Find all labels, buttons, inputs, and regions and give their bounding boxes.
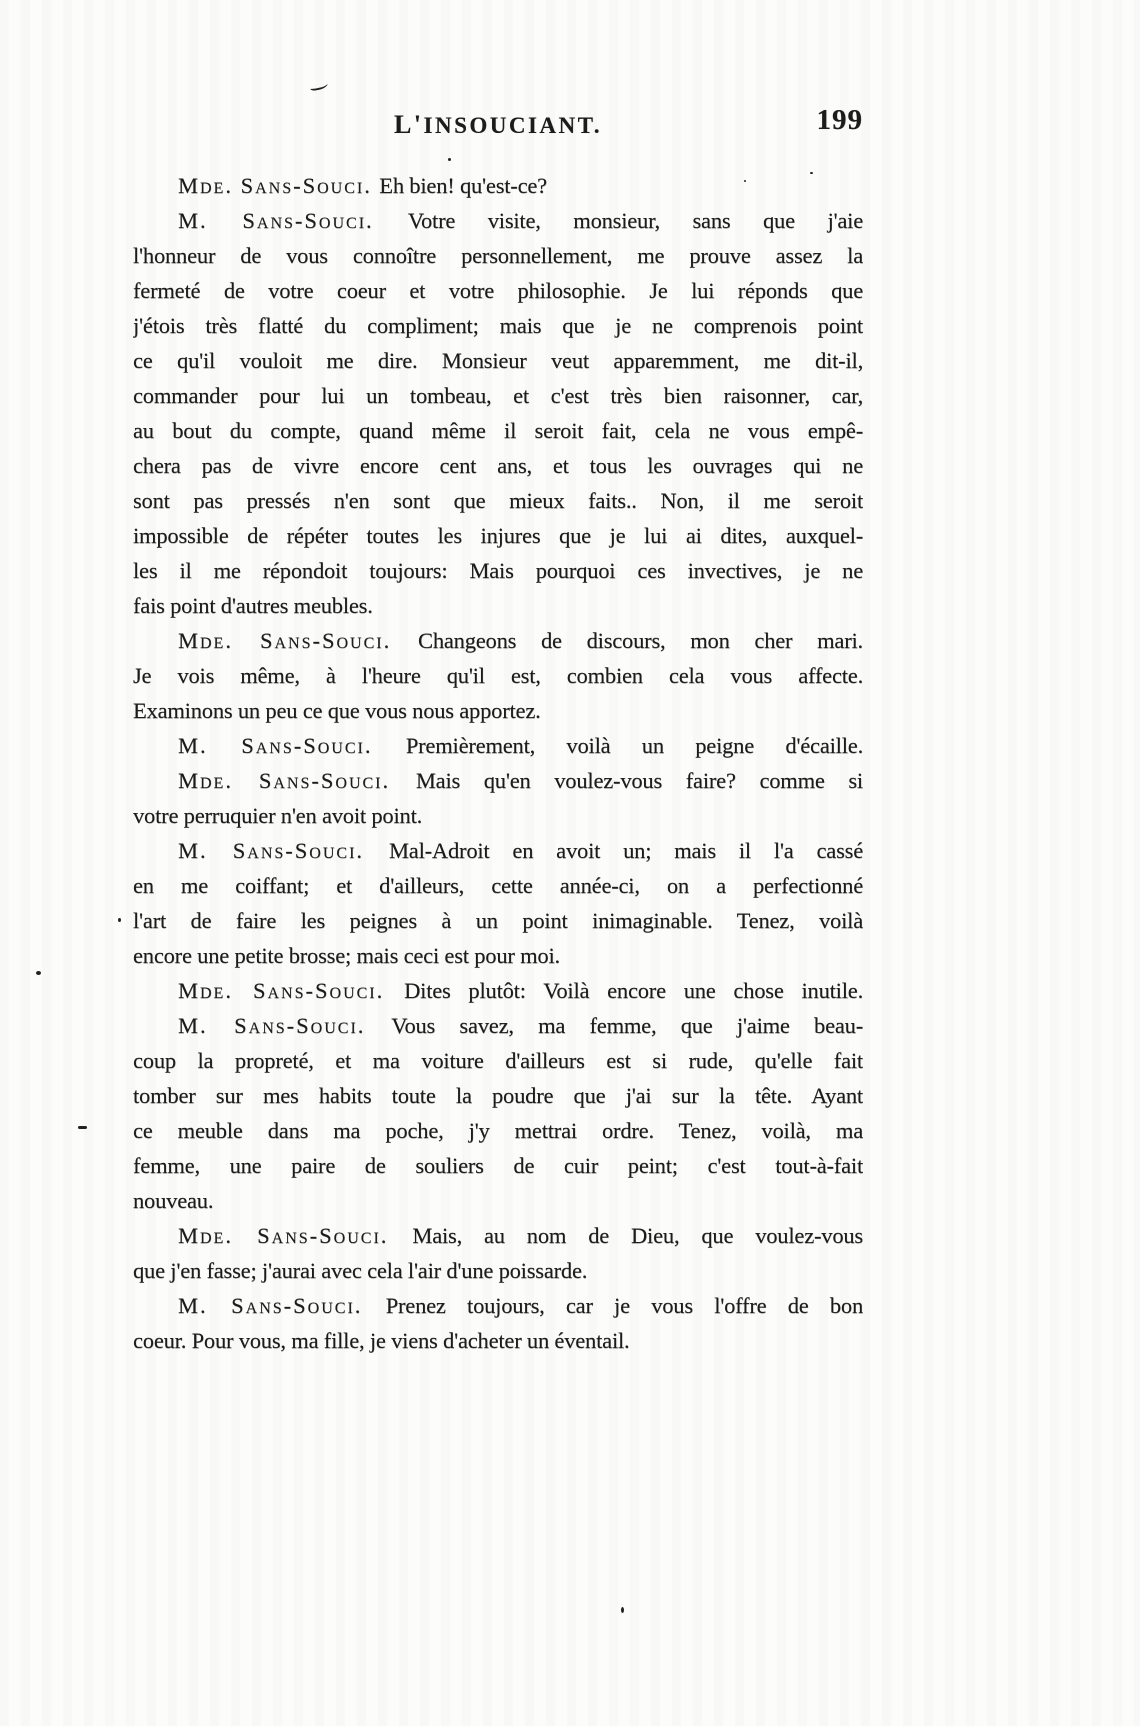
dialogue-line: M. Sans-Souci. Premièrement, voilà un peigne d'écaille. — [178, 733, 863, 758]
dialogue-line: j'étois très flatté du compliment; mais que je ne comprenois point — [133, 313, 863, 338]
dialogue-line: en me coiffant; et d'ailleurs, cette année-ci, on a perfectionné — [133, 873, 863, 898]
dialogue-line: commander pour lui un tombeau, et c'est très bien raisonner, car, — [133, 383, 863, 408]
dialogue-line: l'art de faire les peignes à un point inimaginable. Tenez, voilà — [133, 908, 863, 933]
dialogue-line: impossible de répéter toutes les injures que je lui ai dites, auxquel- — [133, 523, 863, 548]
ink-speck — [310, 81, 329, 91]
speaker-name: M. Sans-Souci. — [178, 1293, 363, 1318]
speaker-name: M. Sans-Souci. — [178, 838, 365, 863]
dialogue-line: Examinons un peu ce que vous nous apportez. — [133, 698, 541, 723]
ink-speck — [448, 158, 451, 161]
dialogue-line: votre perruquier n'en avoit point. — [133, 803, 423, 828]
dialogue-text — [133, 168, 863, 1358]
dialogue-line: fais point d'autres meubles. — [133, 593, 373, 618]
dialogue-line: les il me répondoit toujours: Mais pourquoi ces invectives, je ne — [133, 558, 863, 583]
dialogue-line: M. Sans-Souci. Mal-Adroit en avoit un; mais il l'a cassé — [178, 838, 863, 863]
dialogue-line: l'honneur de vous connoître personnellement, me prouve assez la — [133, 243, 863, 268]
speaker-name: Mde. Sans-Souci. — [178, 628, 392, 653]
dialogue-line: ce qu'il vouloit me dire. Monsieur veut apparemment, me dit-il, — [133, 348, 863, 373]
dialogue-line: coeur. Pour vous, ma fille, je viens d'acheter un éventail. — [133, 1328, 630, 1353]
ink-speck — [621, 1607, 624, 1613]
dialogue-line: sont pas pressés n'en sont que mieux faits.. Non, il me seroit — [133, 488, 863, 513]
dialogue-line: fermeté de votre coeur et votre philosophie. Je lui réponds que — [133, 278, 863, 303]
dialogue-line: coup la propreté, et ma voiture d'ailleurs est si rude, qu'elle fait — [133, 1048, 863, 1073]
dialogue-line: Je vois même, à l'heure qu'il est, combien cela vous affecte. — [133, 663, 863, 688]
dialogue-line: Mde. Sans-Souci. Dites plutôt: Voilà encore une chose inutile. — [178, 978, 863, 1003]
dialogue-line: Mde. Sans-Souci. Changeons de discours, mon cher mari. — [178, 628, 863, 653]
ink-speck — [118, 918, 121, 922]
speaker-name: M. Sans-Souci. — [178, 733, 373, 758]
ink-speck — [78, 1126, 87, 1129]
dialogue-line: que j'en fasse; j'aurai avec cela l'air d'une poissarde. — [133, 1258, 588, 1283]
speaker-name: Mde. Sans-Souci. — [178, 768, 391, 793]
dialogue-line: M. Sans-Souci. Votre visite, monsieur, sans que j'aie — [178, 208, 863, 233]
speaker-name: Mde. Sans-Souci. — [178, 173, 372, 198]
dialogue-line: femme, une paire de souliers de cuir peint; c'est tout-à-fait — [133, 1153, 863, 1178]
dialogue-line: Mde. Sans-Souci. Mais, au nom de Dieu, que voulez-vous — [178, 1223, 863, 1248]
dialogue-line: nouveau. — [133, 1188, 214, 1213]
dialogue-line: Mde. Sans-Souci. Eh bien! qu'est-ce? — [178, 173, 547, 198]
dialogue-line: chera pas de vivre encore cent ans, et tous les ouvrages qui ne — [133, 453, 863, 478]
speaker-name: M. Sans-Souci. — [178, 208, 374, 233]
dialogue-line: tomber sur mes habits toute la poudre que j'ai sur la tête. Ayant — [133, 1083, 863, 1108]
dialogue-line: Mde. Sans-Souci. Mais qu'en voulez-vous faire? comme si — [178, 768, 863, 793]
speaker-name: M. Sans-Souci. — [178, 1013, 366, 1038]
ink-speck — [36, 971, 41, 975]
speaker-name: Mde. Sans-Souci. — [178, 1223, 389, 1248]
dialogue-line: M. Sans-Souci. Prenez toujours, car je vous l'offre de bon — [178, 1293, 863, 1318]
dialogue-line: M. Sans-Souci. Vous savez, ma femme, que j'aime beau- — [178, 1013, 863, 1038]
running-title: L'INSOUCIANT. — [393, 110, 603, 139]
speaker-name: Mde. Sans-Souci. — [178, 978, 385, 1003]
dialogue-line: au bout du compte, quand même il seroit fait, cela ne vous empê- — [133, 418, 863, 443]
dialogue-line: encore une petite brosse; mais ceci est pour moi. — [133, 943, 560, 968]
page-header — [133, 104, 863, 146]
dialogue-line: ce meuble dans ma poche, j'y mettrai ordre. Tenez, voilà, ma — [133, 1118, 863, 1143]
page-number: 199 — [816, 104, 863, 136]
